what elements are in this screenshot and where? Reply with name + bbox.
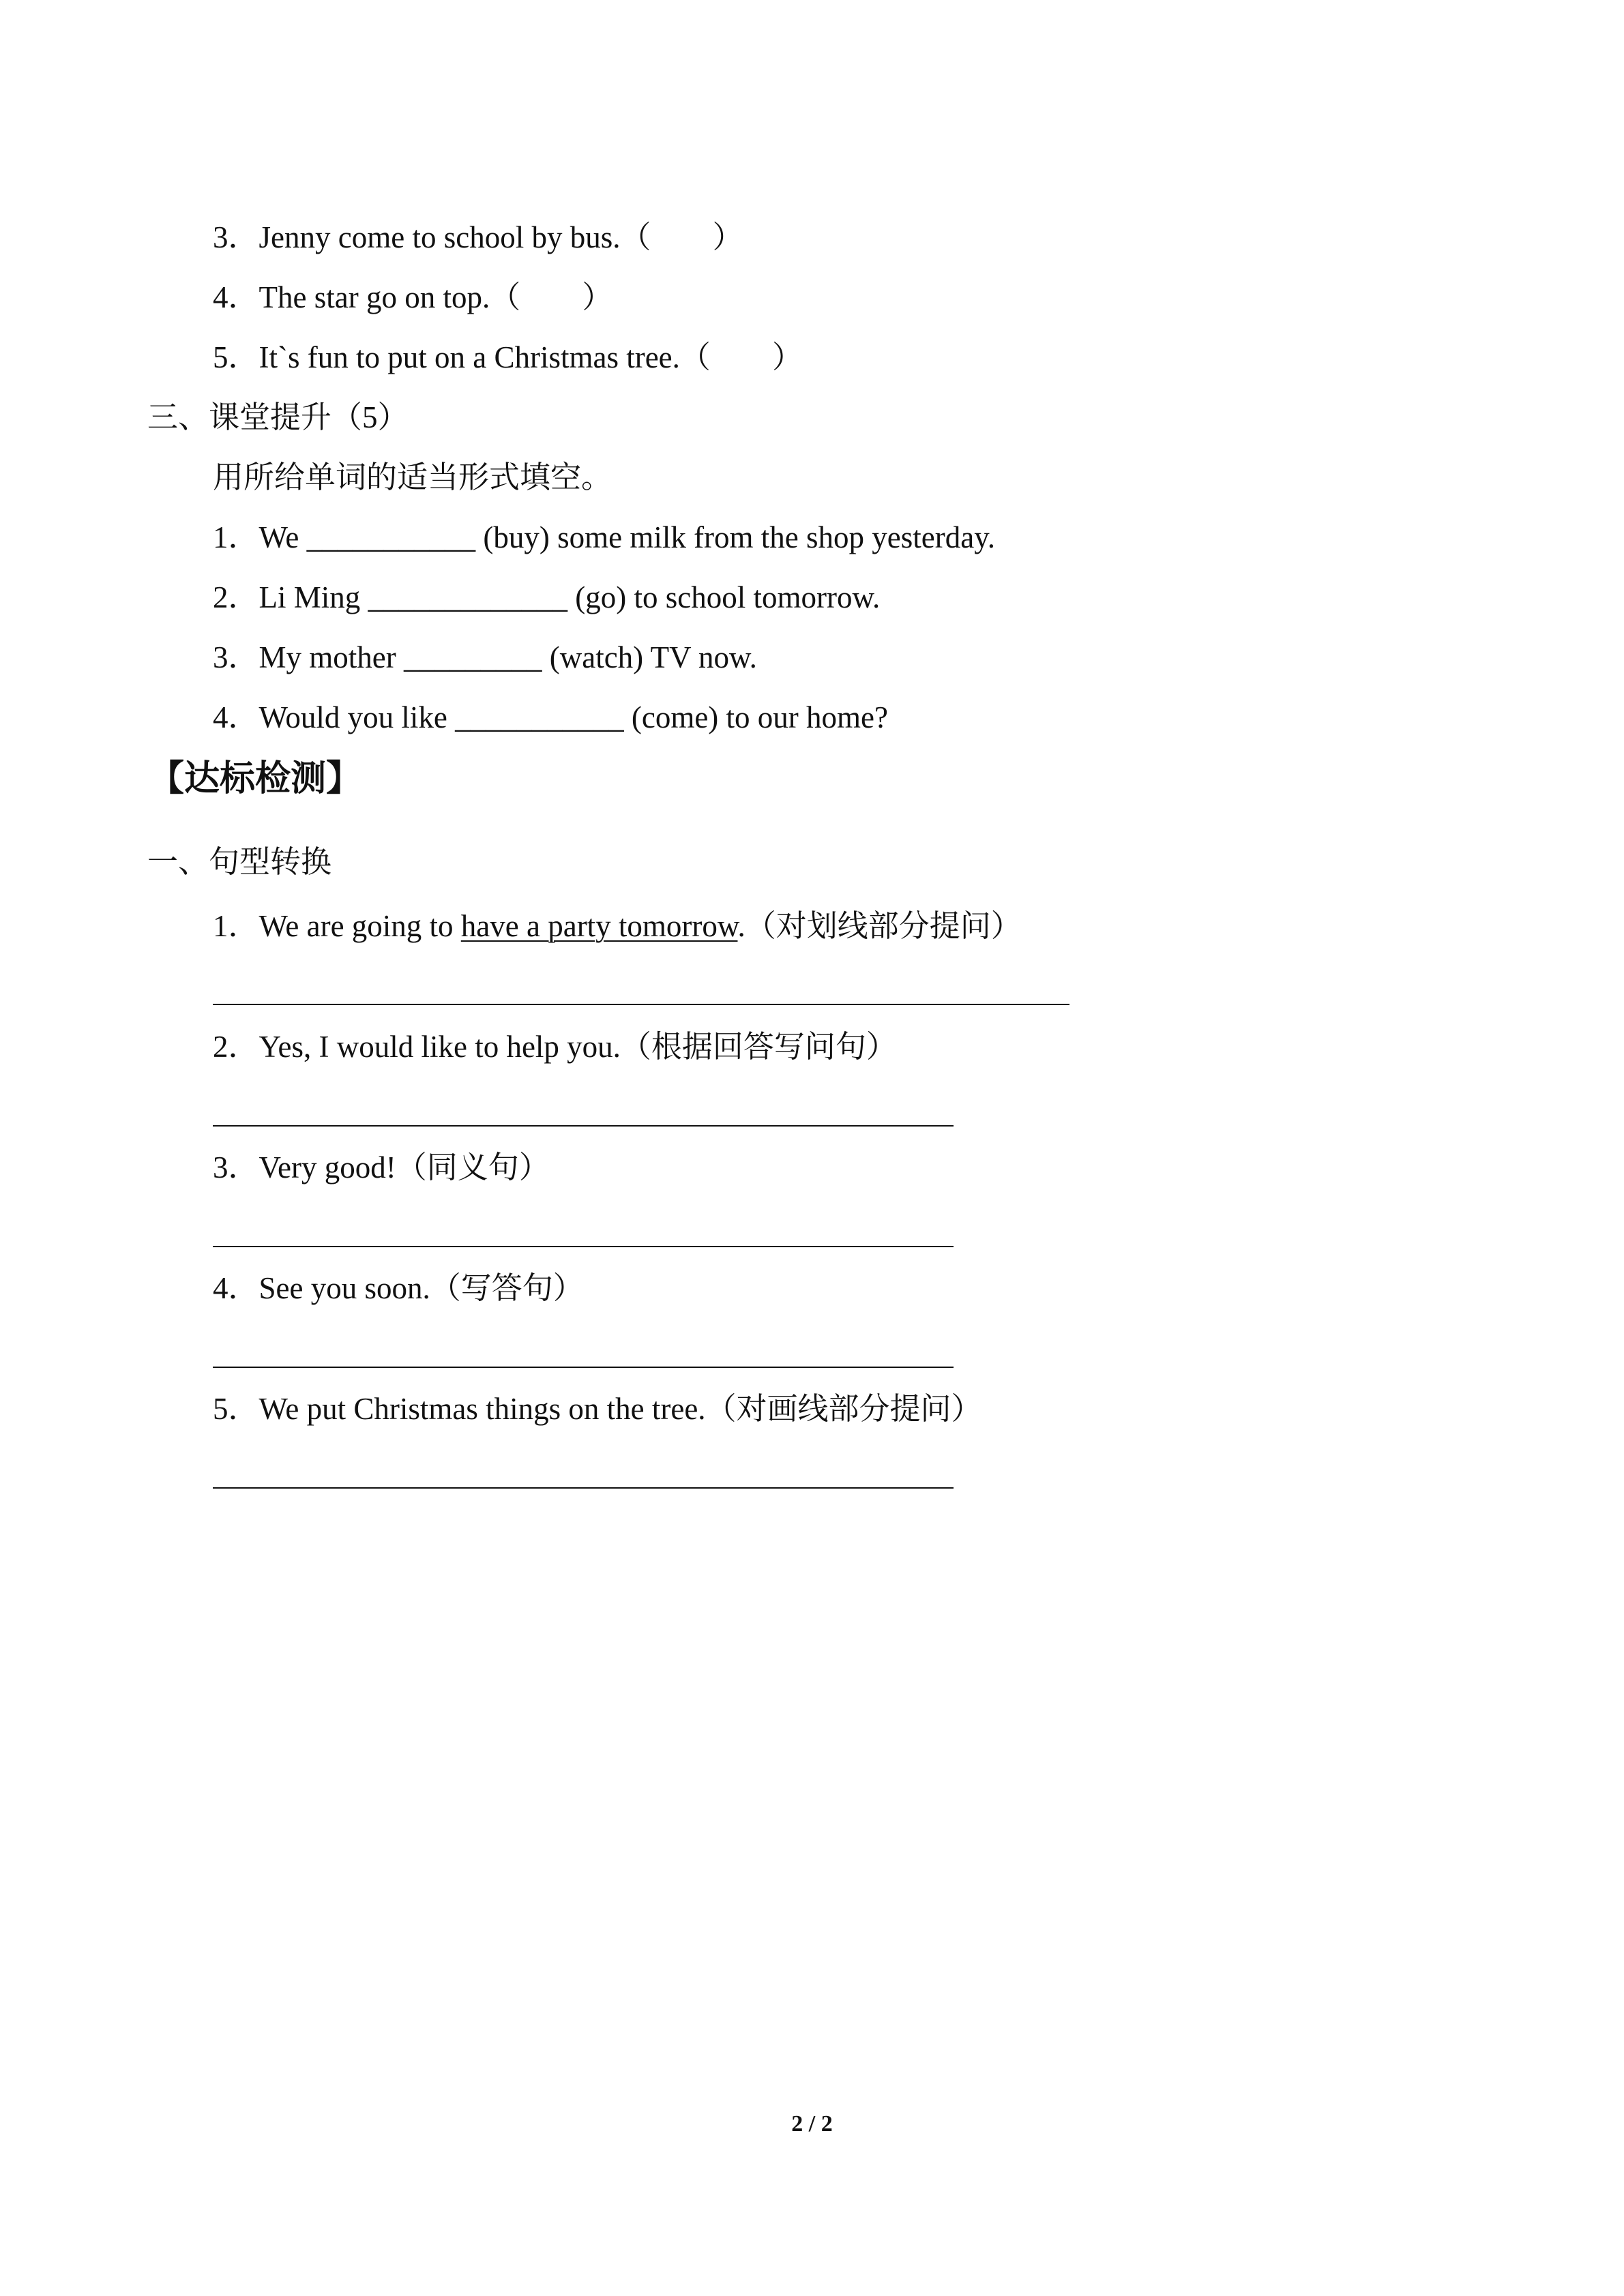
item-number: 4． <box>213 1271 259 1305</box>
answer-line <box>213 1367 954 1368</box>
item-number: 1． <box>213 520 259 554</box>
item-text: Li Ming _____________ (go) to school tomorrow. <box>259 580 881 614</box>
item-text-after: .（对划线部分提问） <box>737 909 1022 943</box>
transform-item-2 <box>213 1028 897 1066</box>
tf-item-5 <box>213 338 803 376</box>
tf-item-4 <box>213 278 612 316</box>
section1-title: 一、句型转换 <box>147 845 332 879</box>
item-number: 3． <box>213 1150 259 1184</box>
item-text: Yes, I would like to help you.（根据回答写问句） <box>259 1030 897 1064</box>
fill-item-2 <box>213 578 880 616</box>
item-number: 3． <box>213 640 259 674</box>
fill-item-1 <box>213 518 995 556</box>
item-number: 4． <box>213 700 259 734</box>
item-number: 4． <box>213 280 259 314</box>
item-text: My mother _________ (watch) TV now. <box>259 640 757 674</box>
transform-item-5 <box>213 1390 982 1428</box>
item-text: See you soon.（写答句） <box>259 1271 584 1305</box>
tf-item-3 <box>213 218 743 256</box>
item-text: Very good!（同义句） <box>259 1150 550 1184</box>
answer-line <box>213 1004 1069 1005</box>
section3-title: 三、课堂提升（5） <box>147 400 409 434</box>
item-number: 2． <box>213 580 259 614</box>
transform-item-1 <box>213 907 1022 945</box>
page-number: 2 / 2 <box>791 2111 833 2136</box>
item-text: It`s fun to put on a Christmas tree.（ ） <box>259 340 803 374</box>
item-text: We ___________ (buy) some milk from the shop yesterday. <box>259 520 996 554</box>
answer-line <box>213 1125 954 1127</box>
transform-item-4 <box>213 1269 584 1307</box>
assessment-heading: 【达标检测】 <box>149 758 362 799</box>
item-text: Jenny come to school by bus.（ ） <box>259 220 743 254</box>
item-text: The star go on top.（ ） <box>259 280 613 314</box>
section3-instruction: 用所给单词的适当形式填空。 <box>213 460 612 494</box>
transform-item-3 <box>213 1148 550 1187</box>
answer-line <box>213 1487 954 1489</box>
answer-line <box>213 1246 954 1247</box>
underlined-phrase: have a party tomorrow <box>460 909 738 943</box>
item-number: 5． <box>213 340 259 374</box>
fill-item-4 <box>213 698 888 736</box>
item-text: We put Christmas things on the tree.（对画线部分提问） <box>259 1392 982 1426</box>
item-text-before: We are going to <box>259 909 461 943</box>
fill-item-3 <box>213 638 757 676</box>
item-number: 5． <box>213 1392 259 1426</box>
item-text: Would you like ___________ (come) to our home? <box>259 700 888 734</box>
item-number: 2． <box>213 1030 259 1064</box>
item-number: 1． <box>213 909 259 943</box>
item-number: 3． <box>213 220 259 254</box>
